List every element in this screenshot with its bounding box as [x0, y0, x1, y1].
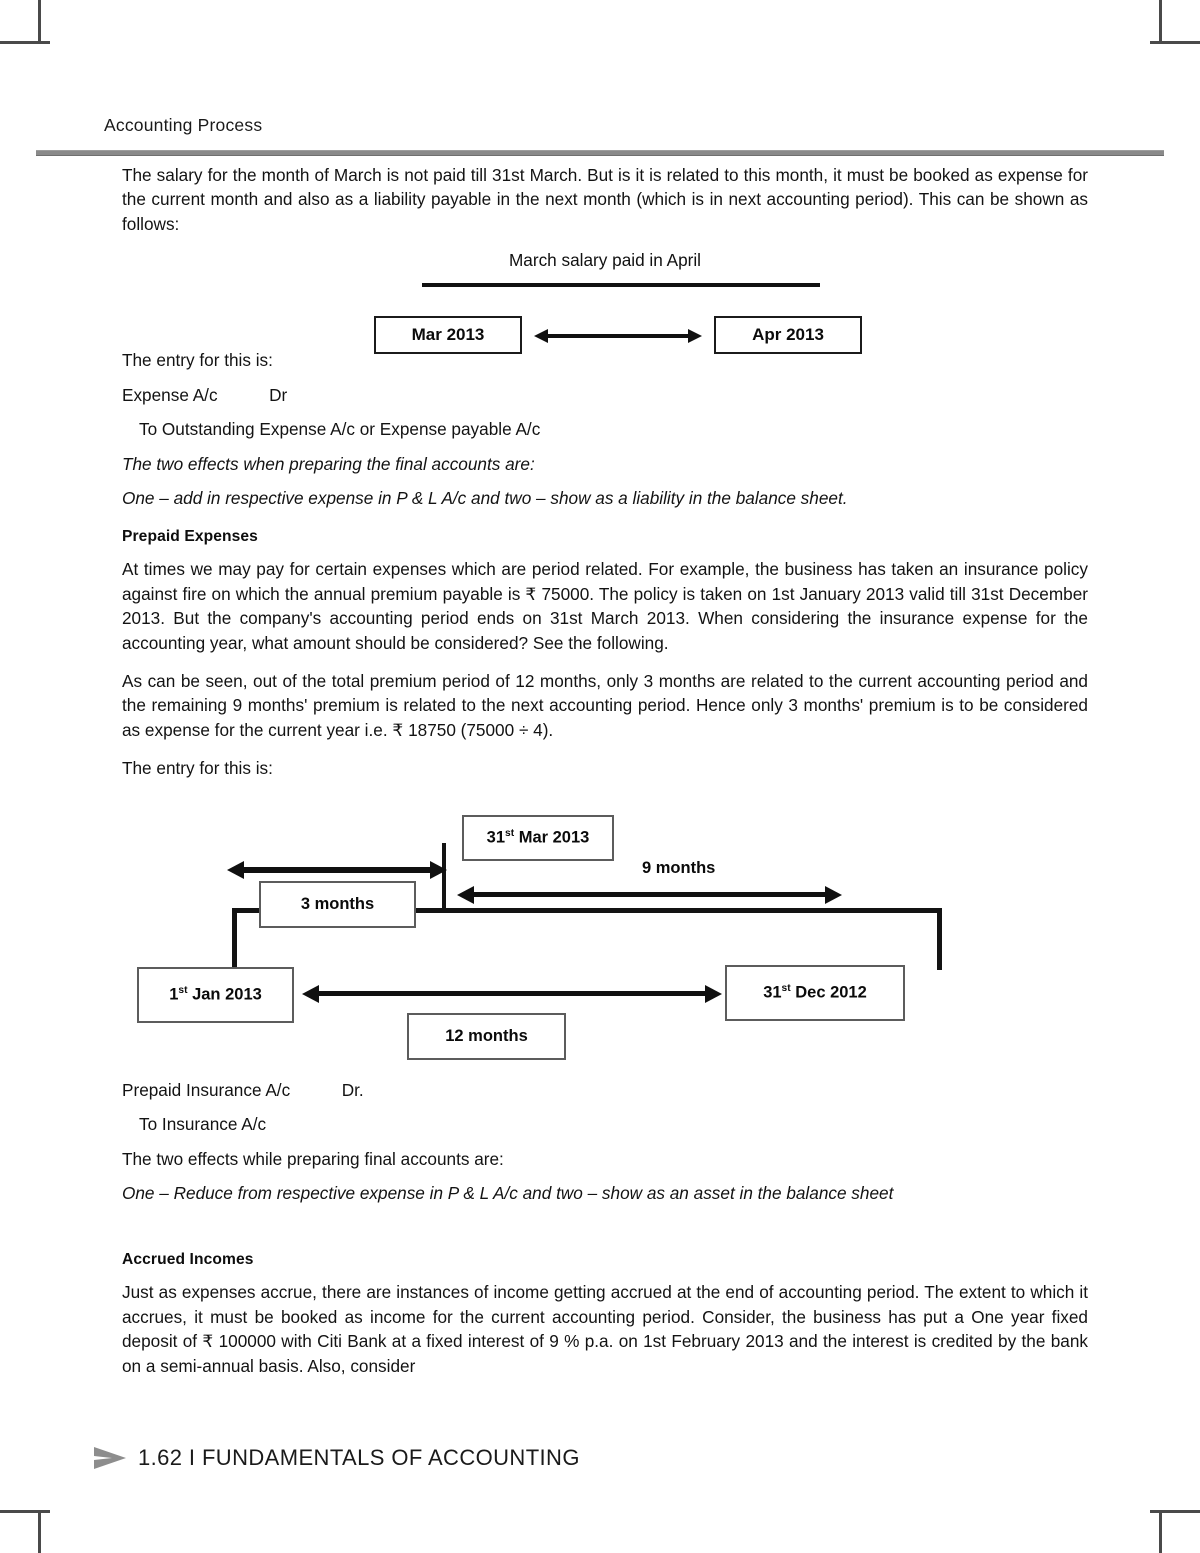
crop-mark-bottom-right-horizontal: [1150, 1510, 1200, 1513]
page-footer: [92, 1443, 580, 1473]
effects-text-2: One – Reduce from respective expense in P & L A/c and two – show as an asset in the balance sheet: [122, 1183, 894, 1204]
effects-text-1: One – add in respective expense in P & L A/c and two – show as a liability in the balance sheet.: [122, 487, 848, 508]
month-box-april: Apr 2013: [714, 316, 862, 354]
entry-credit-1: To Outstanding Expense A/c or Expense payable A/c: [139, 419, 541, 440]
section-heading-accrued-incomes: Accrued Incomes: [122, 1251, 254, 1269]
crop-mark-top-left-horizontal: [0, 41, 50, 44]
date-box-march-end: [462, 815, 614, 861]
prepaid-paragraph-2: As can be seen, out of the total premium period of 12 months, only 3 months are related to the current accounting period and the remaining 9 months' premium is related to the next accounting period. Hence only 3 months' premium is to be considered as expense for the current year i.e. ₹ 18750 (75000 ÷ 4).: [122, 671, 1088, 740]
entry-credit-2: To Insurance A/c: [139, 1114, 267, 1135]
arrow-shaft: [315, 991, 709, 996]
insurance-timeline-diagram: [122, 803, 1088, 1068]
crop-mark-top-right-vertical: [1159, 0, 1162, 42]
arrow-right-tip-icon: [705, 985, 722, 1003]
entry-lead-1: The entry for this is:: [122, 350, 273, 371]
running-head: Accounting Process: [104, 115, 263, 135]
prepaid-paragraph-1: At times we may pay for certain expenses which are period related. For example, the business has taken an insurance policy against fire on which the annual premium payable is ₹ 75000. The policy is taken on 1st January 2013 valid till 31st December 2013. But the company's accounting period ends on 31st March 2013. When considering the insurance expense for the accounting year, what amount should be considered? See the following.: [122, 559, 1088, 653]
accrued-paragraph: Just as expenses accrue, there are instances of income getting accrued at the end of accounting period. The extent to which it accrues, it must be booked as income for the current accounting period. Consider, the business has put a One year fixed deposit of ₹ 100000 with Citi Bank at a fixed interest of 9 % p.a. on 1st February 2013 and the interest is credited by the bank on a semi-annual basis. Also, consider: [122, 1282, 1088, 1376]
label-box-twelve-months: 12 months: [407, 1013, 566, 1060]
entry-debit-1: Expense A/c Dr: [122, 384, 288, 405]
three-months-double-arrow-icon: [227, 861, 447, 879]
march-salary-diagram: [122, 250, 1088, 345]
timeline-bracket-left-leg: [232, 908, 237, 970]
crop-mark-top-left-vertical: [38, 0, 41, 42]
effects-lead-1: The two effects when preparing the final accounts are:: [122, 453, 535, 474]
footer-page-label: 1.62 I FUNDAMENTALS OF ACCOUNTING: [138, 1445, 580, 1470]
effects-lead-2: The two effects while preparing final accounts are:: [122, 1148, 504, 1169]
crop-mark-bottom-left-horizontal: [0, 1510, 50, 1513]
nine-months-double-arrow-icon: [457, 886, 842, 904]
arrow-right-tip-icon: [825, 886, 842, 904]
label-box-three-months: 3 months: [259, 881, 416, 928]
crop-mark-bottom-right-vertical: [1159, 1511, 1162, 1553]
date-box-dec-end-text: 31st Dec 2012: [763, 983, 867, 1002]
label-nine-months: 9 months: [642, 858, 716, 877]
arrow-right-tip-icon: [430, 861, 447, 879]
date-box-jan-start-text: 1st Jan 2013: [169, 985, 262, 1004]
entry-debit-2: Prepaid Insurance A/c Dr.: [122, 1079, 364, 1100]
arrow-shaft: [470, 892, 829, 897]
arrow-shaft: [543, 334, 693, 338]
entry-lead-2: The entry for this is:: [122, 758, 273, 779]
crop-mark-top-right-horizontal: [1150, 41, 1200, 44]
header-divider: [36, 150, 1164, 156]
date-box-dec-end: [725, 965, 905, 1021]
chevron-right-icon: [92, 1443, 128, 1473]
date-box-jan-start: [137, 967, 294, 1023]
twelve-months-double-arrow-icon: [302, 985, 722, 1003]
diagram-title: March salary paid in April: [508, 250, 701, 271]
crop-mark-bottom-left-vertical: [38, 1511, 41, 1553]
double-arrow-icon: [534, 328, 702, 344]
section-heading-prepaid-expenses: Prepaid Expenses: [122, 528, 258, 546]
intro-paragraph: The salary for the month of March is not paid till 31st March. But is it is related to this month, it must be booked as expense for the current month and also as a liability payable in the next month (which is in next accounting period). This can be shown as follows:: [122, 165, 1088, 234]
month-box-march: Mar 2013: [374, 316, 522, 354]
diagram-title-underline: [422, 283, 820, 287]
arrow-shaft: [240, 867, 434, 873]
arrow-right-tip-icon: [688, 329, 702, 343]
date-box-march-end-text: 31st Mar 2013: [486, 828, 590, 847]
page-content: [122, 163, 1088, 1392]
timeline-bracket-right-leg: [937, 908, 942, 970]
